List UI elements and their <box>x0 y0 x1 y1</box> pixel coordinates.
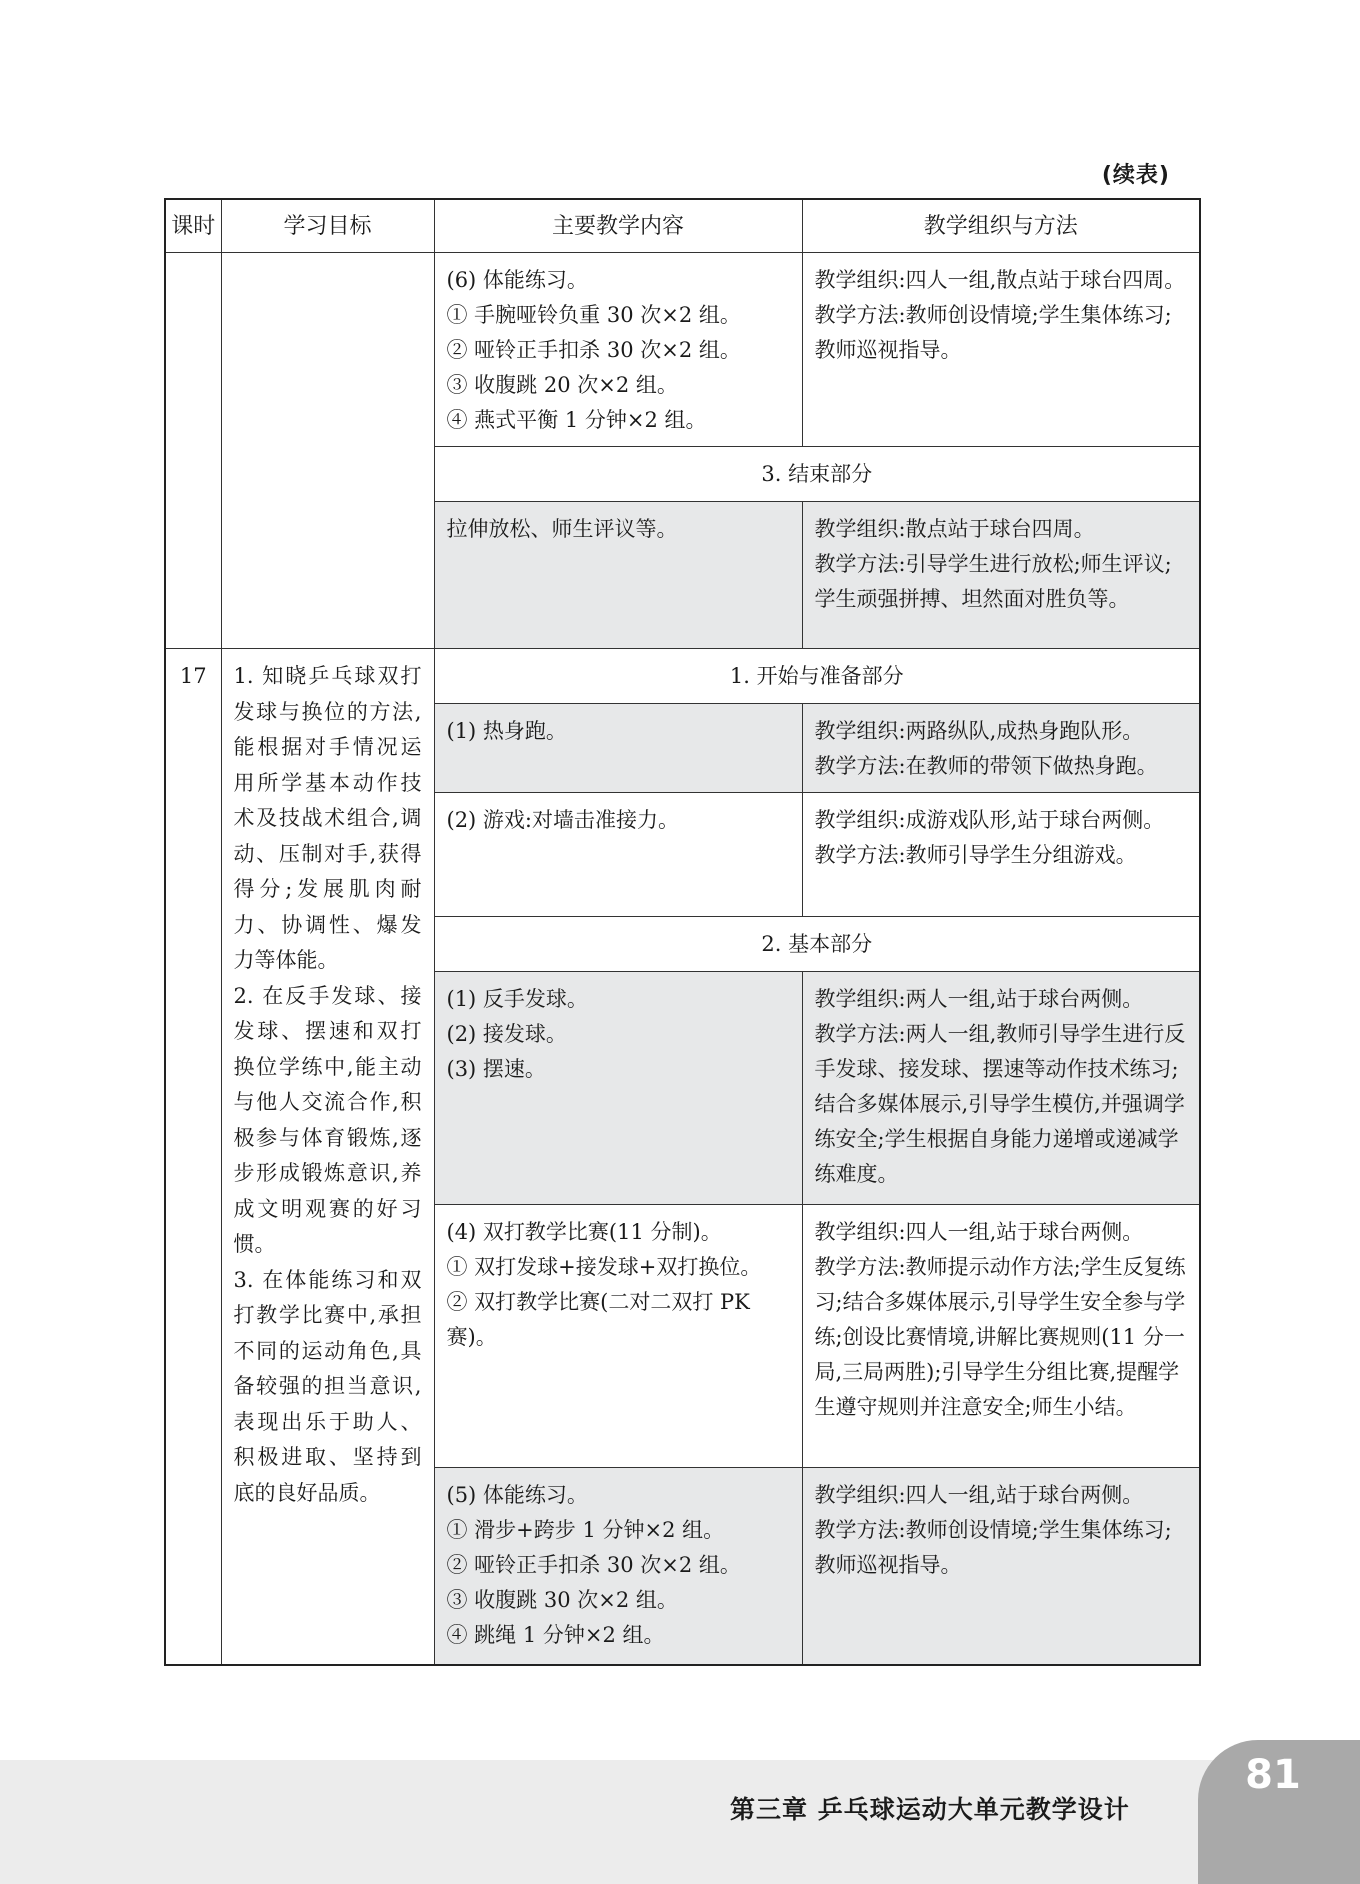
lesson-cell-empty <box>165 253 221 649</box>
header-method: 教学组织与方法 <box>802 199 1200 253</box>
content-cell: (1) 热身跑。 <box>434 704 802 793</box>
section-basic: 2. 基本部分 <box>434 917 1200 972</box>
content-cell: 拉伸放松、师生评议等。 <box>434 502 802 649</box>
table-row <box>165 253 1200 447</box>
goals-cell-empty <box>221 253 434 649</box>
content-cell: (1) 反手发球。 (2) 接发球。 (3) 摆速。 <box>434 972 802 1205</box>
method-cell: 教学组织:四人一组,站于球台两侧。 教学方法:教师提示动作方法;学生反复练习;结合多媒体展示,引导学生安全参与学练;创设比赛情境,讲解比赛规则(11 分一局,三局两胜);引导学生分组比赛,提醒学生遵守规则并注意安全;师生小结。 <box>802 1205 1200 1468</box>
method-cell: 教学组织:四人一组,散点站于球台四周。 教学方法:教师创设情境;学生集体练习;教师巡视指导。 <box>802 253 1200 447</box>
method-cell: 教学组织:成游戏队形,站于球台两侧。 教学方法:教师引导学生分组游戏。 <box>802 793 1200 917</box>
page-number: 81 <box>1245 1752 1301 1798</box>
method-cell: 教学组织:四人一组,站于球台两侧。 教学方法:教师创设情境;学生集体练习;教师巡视指导。 <box>802 1468 1200 1666</box>
chapter-title: 第三章 乒乓球运动大单元教学设计 <box>730 1795 1130 1824</box>
content-cell: (6) 体能练习。 ① 手腕哑铃负重 30 次×2 组。 ② 哑铃正手扣杀 30 次×2 组。 ③ 收腹跳 20 次×2 组。 ④ 燕式平衡 1 分钟×2 组。 <box>434 253 802 447</box>
method-cell: 教学组织:两路纵队,成热身跑队形。 教学方法:在教师的带领下做热身跑。 <box>802 704 1200 793</box>
content-cell: (4) 双打教学比赛(11 分制)。 ① 双打发球+接发球+双打换位。 ② 双打教学比赛(二对二双打 PK 赛)。 <box>434 1205 802 1468</box>
section-end: 3. 结束部分 <box>434 447 1200 502</box>
learning-goals: 1. 知晓乒乓球双打发球与换位的方法,能根据对手情况运用所学基本动作技术及技战术组合,调动、压制对手,获得得分;发展肌肉耐力、协调性、爆发力等体能。 2. 在反手发球、接发球、摆速和双打换位学练中,能主动与他人交流合作,积极参与体育锻炼,逐步形成锻炼意识,养成文明观赛的好习惯。 3. 在体能练习和双打教学比赛中,承担不同的运动角色,具备较强的担当意识,表现出乐于助人、积极进取、坚持到底的良好品质。 <box>221 649 434 1666</box>
continued-label: (续表) <box>1101 163 1170 188</box>
content-cell: (5) 体能练习。 ① 滑步+跨步 1 分钟×2 组。 ② 哑铃正手扣杀 30 次×2 组。 ③ 收腹跳 30 次×2 组。 ④ 跳绳 1 分钟×2 组。 <box>434 1468 802 1666</box>
header-goals: 学习目标 <box>221 199 434 253</box>
method-cell: 教学组织:两人一组,站于球台两侧。 教学方法:两人一组,教师引导学生进行反手发球、接发球、摆速等动作技术练习;结合多媒体展示,引导学生模仿,并强调学练安全;学生根据自身能力递增或递减学练难度。 <box>802 972 1200 1205</box>
table-header-row <box>165 199 1200 253</box>
header-lesson: 课时 <box>165 199 221 253</box>
method-cell: 教学组织:散点站于球台四周。 教学方法:引导学生进行放松;师生评议;学生顽强拼搏、坦然面对胜负等。 <box>802 502 1200 649</box>
lesson-number: 17 <box>165 649 221 1666</box>
header-content: 主要教学内容 <box>434 199 802 253</box>
section-row <box>165 649 1200 704</box>
content-cell: (2) 游戏:对墙击准接力。 <box>434 793 802 917</box>
lesson-plan-table <box>164 198 1201 1666</box>
section-start: 1. 开始与准备部分 <box>434 649 1200 704</box>
footer-band <box>0 1760 1360 1884</box>
